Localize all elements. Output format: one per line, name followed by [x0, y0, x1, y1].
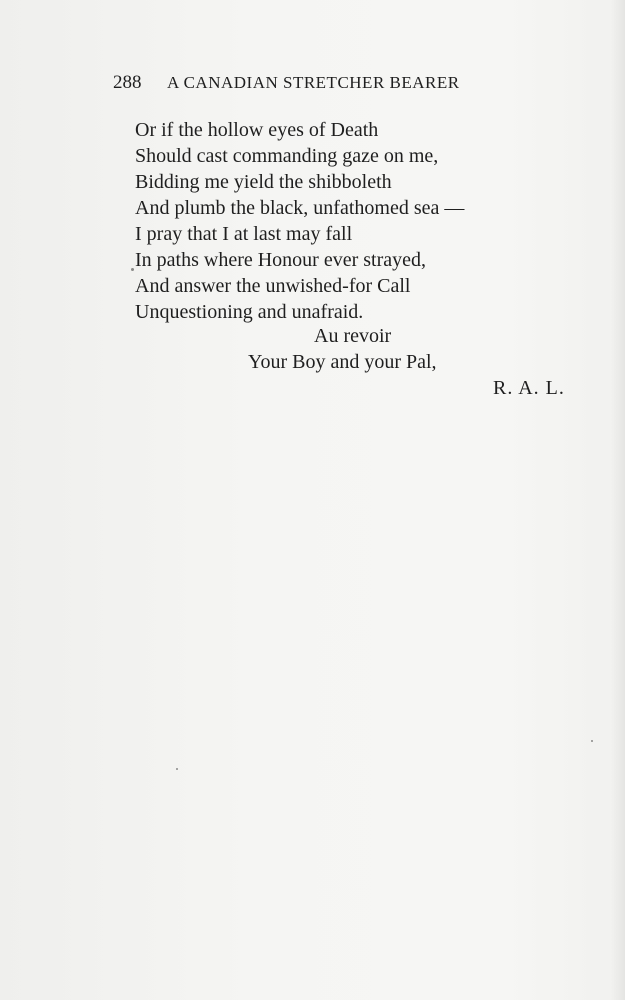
print-speck: [131, 268, 134, 271]
poem-line: I pray that I at last may fall: [135, 223, 353, 245]
poem-stanza: [135, 117, 575, 325]
poem-line: In paths where Honour ever strayed,: [135, 249, 427, 271]
running-head: [113, 72, 543, 94]
poem-line: Or if the hollow eyes of Death: [135, 119, 379, 141]
signature-initials: R. A. L.: [493, 377, 565, 399]
print-speck: [176, 768, 178, 770]
poem-line: Should cast commanding gaze on me,: [135, 145, 439, 167]
poem-line: And answer the unwished-for Call: [135, 275, 411, 297]
farewell-text: Au revoir: [314, 325, 392, 347]
poem-line: Bidding me yield the shibboleth: [135, 171, 392, 193]
page-number: 288: [113, 72, 142, 93]
poem-line: And plumb the black, unfathomed sea —: [135, 197, 465, 219]
closing-text: Your Boy and your Pal,: [248, 351, 437, 373]
page-edge-shadow: [611, 0, 625, 1000]
poem-line: Unquestioning and unafraid.: [135, 301, 364, 323]
print-speck: [591, 740, 593, 742]
running-title: A CANADIAN STRETCHER BEARER: [167, 73, 460, 92]
